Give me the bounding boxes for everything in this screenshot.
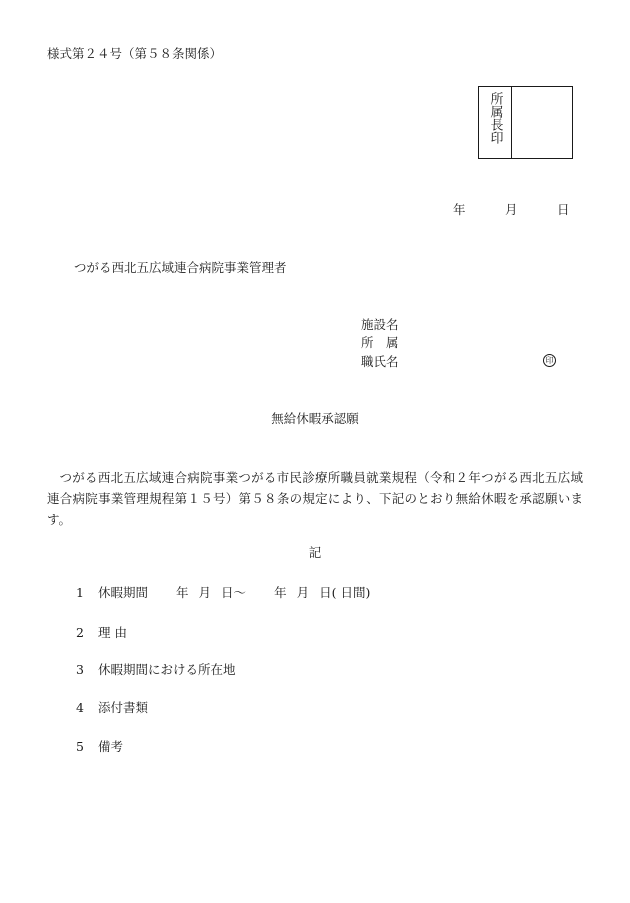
- item-attachments: [76, 702, 148, 715]
- item-reason: [76, 627, 127, 640]
- seal-label-cell: [479, 87, 512, 158]
- date-month-label: 月: [505, 202, 518, 217]
- period-start-year: 年: [176, 585, 189, 600]
- seal-stamp-area: [512, 87, 572, 158]
- document-title: 無給休暇承認願: [271, 411, 359, 426]
- date-year-label: 年: [453, 202, 466, 217]
- name-label: 職氏名: [361, 354, 399, 369]
- item-label: 休暇期間における所在地: [98, 662, 236, 677]
- supervisor-seal-box: [478, 86, 573, 159]
- period-end-month: 月: [296, 585, 310, 600]
- period-start-month: 月: [198, 585, 212, 600]
- item-label: 備考: [98, 739, 124, 754]
- record-mark: 記: [308, 545, 322, 560]
- body-paragraph: つがる西北五広域連合病院事業つがる市民診療所職員就業規程（令和２年つがる西北五広域連合病院事業管理規程第１５号）第５８条の規定により、下記のとおり無給休暇を承認願います。: [47, 470, 583, 527]
- applicant-name-row: [361, 356, 399, 369]
- item-number: 1: [76, 585, 84, 600]
- department-label: 所属: [361, 335, 412, 350]
- seal-label: 所属長印: [487, 92, 503, 144]
- period-days: 日間): [340, 585, 371, 600]
- item-label: 理 由: [98, 625, 127, 640]
- item-label: 休暇期間: [98, 585, 149, 600]
- item-number: 3: [76, 662, 84, 677]
- personal-seal-mark: 印: [543, 354, 556, 367]
- item-leave-period: [76, 587, 370, 600]
- form-number: 様式第２４号（第５８条関係）: [47, 46, 223, 61]
- period-end-year: 年: [274, 585, 287, 600]
- addressee: つがる西北五広域連合病院事業管理者: [74, 260, 287, 275]
- item-label: 添付書類: [98, 700, 149, 715]
- period-start-day: 日〜: [221, 585, 247, 600]
- applicant-department-row: [361, 337, 411, 350]
- applicant-facility-row: [361, 319, 399, 332]
- item-number: 2: [76, 625, 84, 640]
- period-end-day: 日(: [319, 585, 337, 600]
- date-day-label: 日: [557, 202, 570, 217]
- facility-label: 施設名: [361, 317, 399, 332]
- item-remarks: [76, 741, 123, 754]
- item-number: 5: [76, 739, 84, 754]
- item-location: [76, 664, 236, 677]
- item-number: 4: [76, 700, 84, 715]
